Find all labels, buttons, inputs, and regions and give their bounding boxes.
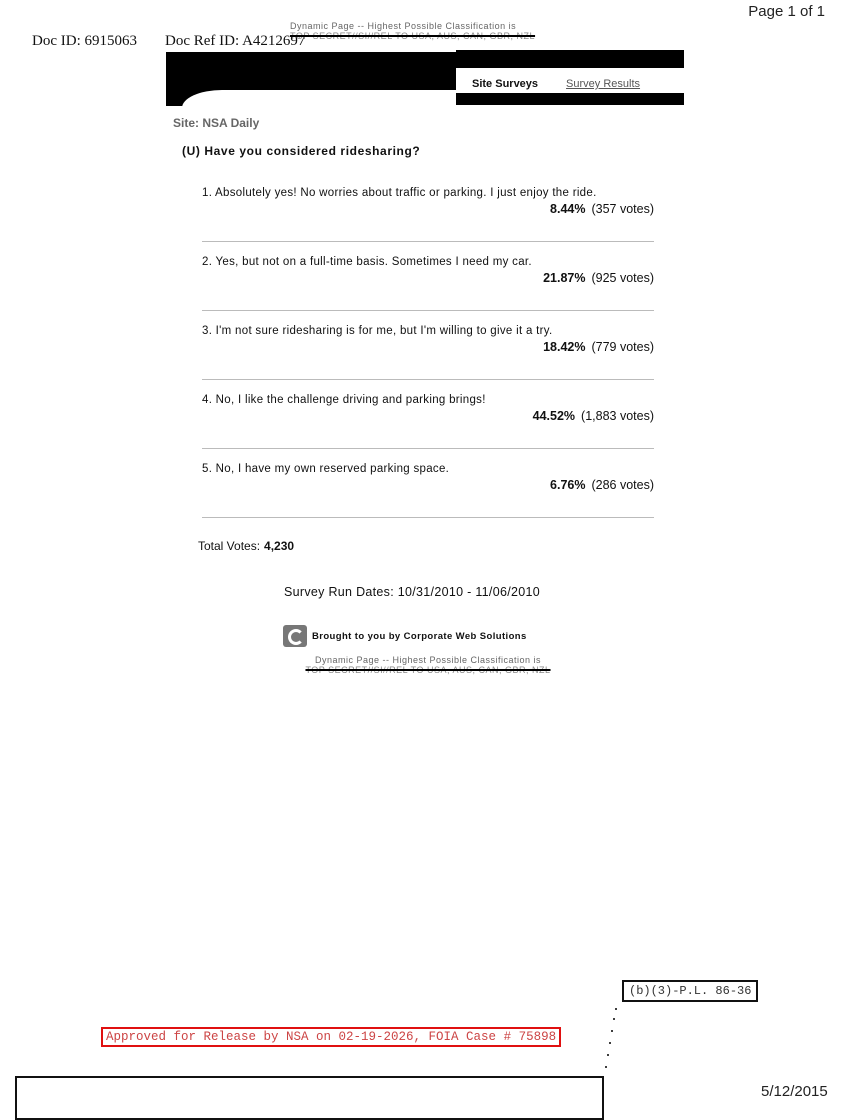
classification-redacted-line: TOP SECRET//SI//REL TO USA, AUS, CAN, GBR, NZL (290, 31, 536, 41)
leader-dot (605, 1066, 607, 1068)
divider (202, 310, 654, 311)
total-votes (198, 539, 294, 553)
survey-option (202, 255, 654, 311)
classification-footer (283, 655, 573, 675)
banner-bar-bottom (456, 93, 684, 105)
nav-survey-results[interactable]: Survey Results (566, 78, 641, 90)
total-votes-label: Total Votes: (198, 539, 261, 553)
option-percent: 6.76% (550, 478, 586, 492)
nav-site-surveys[interactable]: Site Surveys (472, 78, 539, 90)
banner-bar-top (456, 50, 684, 68)
classification-line: Dynamic Page -- Highest Possible Classification is (314, 655, 542, 665)
release-stamp: Approved for Release by NSA on 02-19-2026, FOIA Case # 75898 (101, 1027, 561, 1047)
survey-nav (456, 68, 684, 93)
doc-ref-id: Doc Ref ID: A4212697 (165, 33, 306, 49)
divider (202, 241, 654, 242)
survey-options (202, 186, 654, 531)
banner-curve (182, 90, 456, 108)
survey-run-dates: Survey Run Dates: 10/31/2010 - 11/06/2010 (284, 585, 540, 599)
survey-option (202, 393, 654, 449)
survey-option (202, 462, 654, 518)
survey-option (202, 324, 654, 380)
option-text: 4. No, I like the challenge driving and parking brings! (202, 394, 486, 406)
page-number: Page 1 of 1 (748, 3, 825, 20)
redaction-box (15, 1076, 604, 1120)
classification-redacted-line: TOP SECRET//SI//REL TO USA, AUS, CAN, GBR, NZL (305, 665, 551, 675)
brand-text: Brought to you by Corporate Web Solutions (312, 630, 527, 642)
divider (202, 517, 654, 518)
doc-id: Doc ID: 6915063 (32, 33, 137, 49)
option-percent: 21.87% (543, 271, 586, 285)
survey-option (202, 186, 654, 242)
divider (202, 379, 654, 380)
leader-dot (615, 1008, 617, 1010)
option-text: 5. No, I have my own reserved parking space. (202, 463, 450, 475)
option-percent: 8.44% (550, 202, 586, 216)
option-votes: (286 votes) (591, 478, 654, 492)
classification-line: Dynamic Page -- Highest Possible Classification is (290, 21, 517, 31)
option-votes: (925 votes) (591, 271, 654, 285)
option-votes: (1,883 votes) (581, 409, 654, 423)
footer-brand (283, 625, 527, 647)
leader-dot (613, 1018, 615, 1020)
divider (202, 448, 654, 449)
option-votes: (779 votes) (591, 340, 654, 354)
option-percent: 44.52% (532, 409, 576, 423)
total-votes-value: 4,230 (264, 539, 295, 553)
leader-dot (607, 1054, 609, 1056)
option-votes: (357 votes) (591, 202, 654, 216)
exemption-label: (b)(3)-P.L. 86-36 (622, 980, 758, 1002)
corporate-web-solutions-logo-icon (283, 625, 307, 647)
option-text: 3. I'm not sure ridesharing is for me, but I'm willing to give it a try. (202, 325, 553, 337)
leader-dot (611, 1030, 613, 1032)
date-stamp: 5/12/2015 (761, 1083, 828, 1100)
site-label: Site: NSA Daily (173, 116, 260, 130)
survey-question: (U) Have you considered ridesharing? (182, 144, 421, 158)
option-text: 1. Absolutely yes! No worries about traffic or parking. I just enjoy the ride. (202, 187, 597, 199)
option-text: 2. Yes, but not on a full-time basis. Sometimes I need my car. (202, 256, 532, 268)
option-percent: 18.42% (543, 340, 586, 354)
classification-header (290, 21, 535, 41)
leader-dot (609, 1042, 611, 1044)
